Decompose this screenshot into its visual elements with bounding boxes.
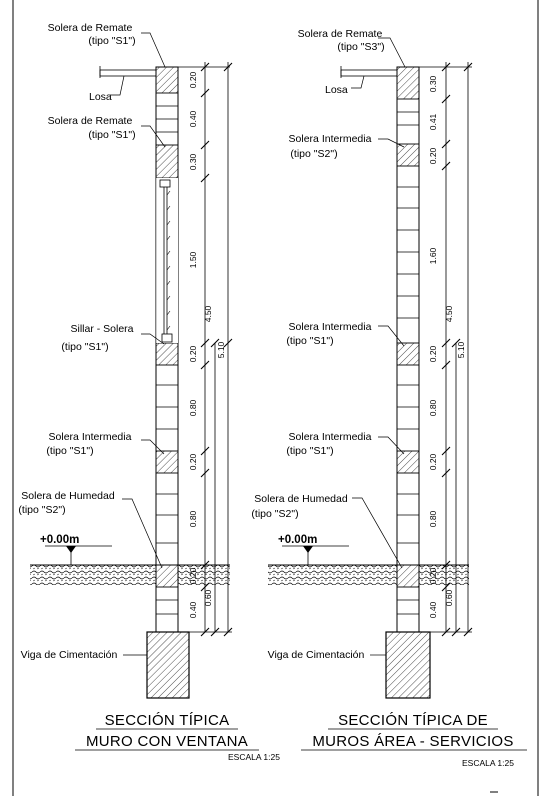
solera-intermedia [156, 451, 178, 473]
dim-mid-total: 4.50 [203, 305, 213, 323]
label-viga: Viga de Cimentación [20, 649, 118, 661]
dim-mid-total-right: 4.50 [444, 305, 454, 323]
label-intermedia-mid-right: Solera Intermedia [288, 321, 372, 333]
level-label: +0.00m [40, 534, 80, 546]
label-sillar-type: (tipo "S1") [61, 341, 109, 353]
losa-slab [100, 70, 156, 76]
title-left-line2: MURO CON VENTANA [85, 733, 249, 750]
label-intermedia: Solera Intermedia [48, 431, 132, 443]
scale-left: ESCALA 1:25 [228, 752, 280, 762]
dim-window: 1.50 [188, 251, 198, 269]
label-remate-top: Solera de Remate [47, 22, 133, 34]
dim-intermedia-top-right: 0.20 [428, 147, 438, 165]
solera-intermedia-mid-right [397, 343, 419, 365]
dim-lower-total: 0.60 [203, 589, 213, 607]
ground-right-right [419, 565, 469, 585]
window-frame-top [160, 180, 170, 187]
label-losa: Losa [89, 91, 112, 103]
dim-below-ground: 0.40 [188, 601, 198, 619]
dim-block-upper: 0.40 [188, 110, 198, 128]
dim-intermedia-mid-right: 0.20 [428, 345, 438, 363]
losa-slab-right [341, 70, 397, 76]
dim-humedad-right: 0.20 [428, 567, 438, 585]
dim-total: 5.10 [216, 341, 226, 359]
label-sillar: Sillar - Solera [70, 323, 134, 335]
label-remate-mid: Solera de Remate [47, 115, 133, 127]
dim-remate-right: 0.30 [428, 75, 438, 93]
dim-sillar: 0.20 [188, 345, 198, 363]
ground-left [30, 565, 156, 585]
ground-right [178, 565, 230, 585]
solera-humedad-right [397, 565, 419, 587]
label-humedad-right: Solera de Humedad [254, 493, 348, 505]
dim-humedad: 0.20 [188, 567, 198, 585]
label-intermedia-top-right-type: (tipo "S2") [290, 148, 338, 160]
dim-remate-top: 0.20 [188, 71, 198, 89]
label-remate-top-type: (tipo "S1") [88, 35, 136, 47]
right-section [251, 28, 527, 768]
sillar-solera [156, 343, 178, 365]
dim-below-ground-right: 0.40 [428, 601, 438, 619]
dim-block-mid: 0.80 [188, 399, 198, 417]
dim-intermedia-low-right: 0.20 [428, 453, 438, 471]
dim-block-mid-right: 0.80 [428, 399, 438, 417]
label-humedad-right-type: (tipo "S2") [251, 508, 299, 520]
label-intermedia-type: (tipo "S1") [46, 445, 94, 457]
label-viga-right: Viga de Cimentación [267, 649, 365, 661]
label-intermedia-low-right-type: (tipo "S1") [286, 445, 334, 457]
left-section [18, 22, 280, 762]
solera-remate-top [156, 67, 178, 93]
label-losa-right: Losa [325, 84, 348, 96]
dim-block-upper-right: 0.41 [428, 113, 438, 131]
window-frame-bottom [162, 334, 172, 342]
label-humedad: Solera de Humedad [21, 490, 115, 502]
title-left-line1: SECCIÓN TÍPICA [104, 712, 230, 729]
solera-intermedia-low-right [397, 451, 419, 473]
level-label-right: +0.00m [278, 534, 318, 546]
label-intermedia-top-right: Solera Intermedia [288, 133, 372, 145]
title-right-line1: SECCIÓN TÍPICA DE [338, 712, 488, 729]
solera-remate-right [397, 67, 419, 99]
label-remate-right-type: (tipo "S3") [337, 41, 385, 53]
viga-cimentacion [147, 632, 189, 698]
scale-right: ESCALA 1:25 [462, 758, 514, 768]
label-remate-right: Solera de Remate [297, 28, 383, 40]
label-remate-mid-type: (tipo "S1") [88, 129, 136, 141]
dim-total-right: 5.10 [456, 341, 466, 359]
dim-remate-mid: 0.30 [188, 153, 198, 171]
dim-block-tall-right: 1.60 [428, 247, 438, 265]
dim-block-low: 0.80 [188, 510, 198, 528]
label-intermedia-mid-right-type: (tipo "S1") [286, 335, 334, 347]
dim-intermedia: 0.20 [188, 453, 198, 471]
viga-cimentacion-right [386, 632, 430, 698]
title-right-line2: MUROS ÁREA - SERVICIOS [312, 733, 514, 750]
solera-intermedia-top-right [397, 144, 419, 166]
solera-humedad [156, 565, 178, 587]
label-humedad-type: (tipo "S2") [18, 504, 66, 516]
dim-lower-total-right: 0.60 [444, 589, 454, 607]
dim-block-low-right: 0.80 [428, 510, 438, 528]
solera-remate-mid [156, 145, 178, 178]
ground-left-right [268, 565, 397, 585]
label-intermedia-low-right: Solera Intermedia [288, 431, 372, 443]
